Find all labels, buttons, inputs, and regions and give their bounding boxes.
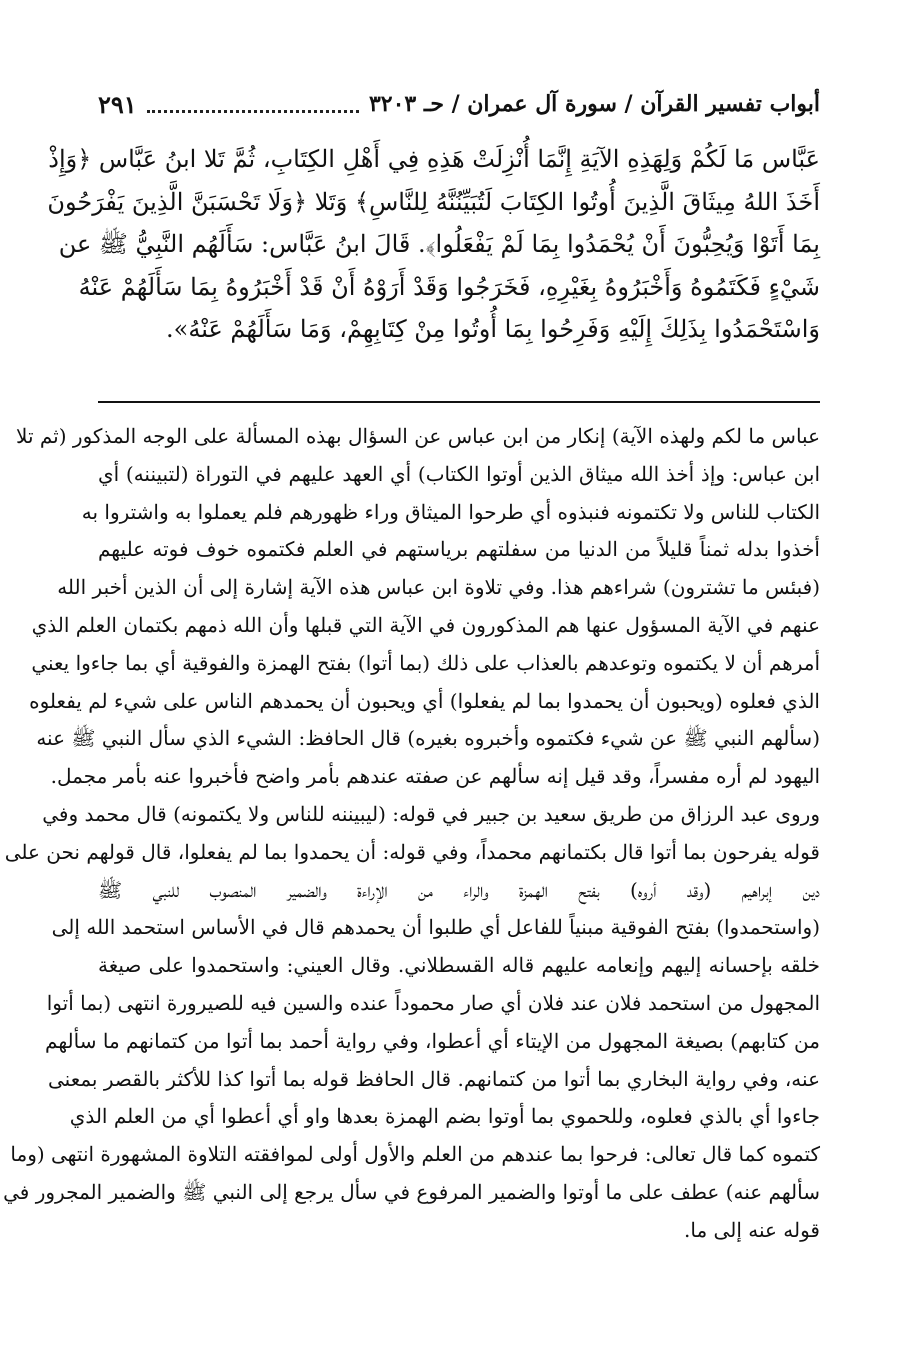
commentary-line: الكتاب للناس ولا تكتمونه فنبذوه أي طرحوا الميثاق وراء ظهورهم فلم يعملوا به واشتروا به <box>81 499 820 524</box>
hadith-line: أَخَذَ اللهُ مِيثَاقَ الَّذِينَ أُوتُوا الكِتَابَ لَتُبَيِّنُنَّهُ لِلنَّاسِ﴾ وَتَلا ﴿وَلَا تَحْسَبَنَّ الَّذِينَ يَفْرَحُونَ <box>47 187 820 216</box>
commentary-line: جاءوا أي بالذي فعلوه، وللحموي بما أوتوا بضم الهمزة بعدها واو أي أعطوا أي من العلم الذي <box>69 1104 820 1129</box>
commentary-line: (فبئس ما تشترون) شراءهم هذا. وفي تلاوة ابن عباس هذه الآية إشارة إلى أن الذين أخبر الله <box>57 575 820 600</box>
commentary-line: اليهود لم أره مفسراً، وقد قيل إنه سألهم عن صفته عندهم بأمر واضح فأخبروا عنه بأمر مجمل. <box>50 764 820 789</box>
commentary-line: عباس ما لكم ولهذه الآية) إنكار من ابن عباس عن السؤال بهذه المسألة على الوجه المذكور (ثم تلا <box>16 424 820 448</box>
commentary-line: أخذوا بدله ثمناً قليلاً من الدنيا من سفلتهم برياستهم في العلم فكتموه خوف فوته عليهم <box>98 537 820 562</box>
commentary-line: عنهم في الآية المسؤول عنها هم المذكورون في الآية التي قبلها وأن الله ذمهم بكتمان العلم الذي <box>31 612 820 637</box>
commentary-line: سألهم عنه) عطف على ما أوتوا والضمير المرفوع في سأل يرجع إلى النبي ﷺ والضمير المجرور في <box>3 1179 820 1204</box>
commentary-line: الذي فعلوه (ويحبون أن يحمدوا بما لم يفعلوا) أي ويحبون أن يحمدهم الناس على شيء لم يفعلوه <box>29 688 820 713</box>
hadith-line: عَبَّاس مَا لَكُمْ وَلِهَذِهِ الآيَةِ إِنَّمَا أُنْزِلَتْ هَذِهِ فِي أَهْلِ الكِتَابِ، ثُمَّ تَلا ابنُ عَبَّاس ﴿وَإِذْ <box>48 145 820 173</box>
commentary-line: دين إبراهيم (وقد أروه) بفتح الهمزة والراء من الإراءة والضمير المنصوب للنبي ﷺ <box>98 877 820 902</box>
commentary-line: أمرهم أن لا يكتموه وتوعدهم بالعذاب على ذلك (بما أتوا) بفتح الهمزة والفوقية أي بما جاءوا يعني <box>31 650 820 675</box>
commentary-line: ابن عباس: وإذ أخذ الله ميثاق الذين أوتوا الكتاب) أي العهد عليهم في التوراة (لتبيننه) أي <box>98 461 820 486</box>
commentary-line: خلقه بإحسانه إليهم وإنعامه عليهم قاله القسطلاني. وقال العيني: واستحمدوا على صيغة <box>98 953 820 978</box>
header-title: أبواب تفسير القرآن / سورة آل عمران / حـ ٣٢٠٣ <box>368 91 820 117</box>
hadith-line: شَيْءٍ فَكَتَمُوهُ وَأَخْبَرُوهُ بِغَيْرِهِ، فَخَرَجُوا وَقَدْ أَرَوْهُ أَنْ قَدْ أَخْبَرُوهُ بِمَا سَأَلَهُمْ عَنْهُ <box>78 272 820 301</box>
hadith-line: بِمَا أَتَوْا وَيُحِبُّونَ أَنْ يُحْمَدُوا بِمَا لَمْ يَفْعَلُوا﴾. قَالَ ابنُ عَبَّاس: سَأَلَهُم النَّبِيُّ ﷺ عن <box>58 230 820 259</box>
commentary-text <box>3 418 820 1250</box>
commentary-line: (سألهم النبي ﷺ عن شيء فكتموه وأخبروه بغيره) قال الحافظ: الشيء الذي سأل النبي ﷺ عنه <box>36 726 820 751</box>
running-header <box>98 84 820 124</box>
header-dot-leader <box>147 108 359 113</box>
commentary-line: عنه، وفي رواية البخاري بما أتوا من كتمانهم. قال الحافظ قوله بما أتوا كذا للأكثر بالقصر بمعنى <box>47 1066 820 1091</box>
commentary-line: المجهول من استحمد فلان عند فلان أي صار محموداً عنده والسين فيه للصيرورة انتهى (بما أتوا <box>46 990 820 1015</box>
commentary-line: (واستحمدوا) بفتح الفوقية مبنياً للفاعل أي طلبوا أن يحمدهم قال في الأساس استحمد الله إلى <box>51 915 820 940</box>
commentary-line: من كتابهم) بصيغة المجهول من الإيتاء أي أعطوا، وفي رواية أحمد بما أتوا من كتمانهم ما سألهم <box>45 1028 820 1053</box>
page-number: ٢٩١ <box>98 89 137 119</box>
section-divider <box>98 401 820 403</box>
commentary-line: قوله عنه إلى ما. <box>684 1217 820 1242</box>
commentary-line: وروى عبد الرزاق من طريق سعيد بن جبير في قوله: (ليبيننه للناس ولا يكتمونه) قال محمد وفي <box>42 801 820 826</box>
commentary-line: قوله يفرحون بما أتوا قال بكتمانهم محمداً، وفي قوله: أن يحمدوا بما لم يفعلوا، قال قولهم نحن على <box>4 839 820 864</box>
commentary-line: كتموه كما قال تعالى: فرحوا بما عندهم من العلم والأول أولى لموافقته التلاوة المشهورة انتهى (وما <box>10 1142 820 1167</box>
hadith-line: وَاسْتَحْمَدُوا بِذَلِكَ إِلَيْهِ وَفَرِحُوا بِمَا أُوتُوا مِنْ كِتَابِهِمْ، وَمَا سَأَلَهُمْ عَنْهُ». <box>166 315 820 344</box>
hadith-text <box>47 138 820 351</box>
